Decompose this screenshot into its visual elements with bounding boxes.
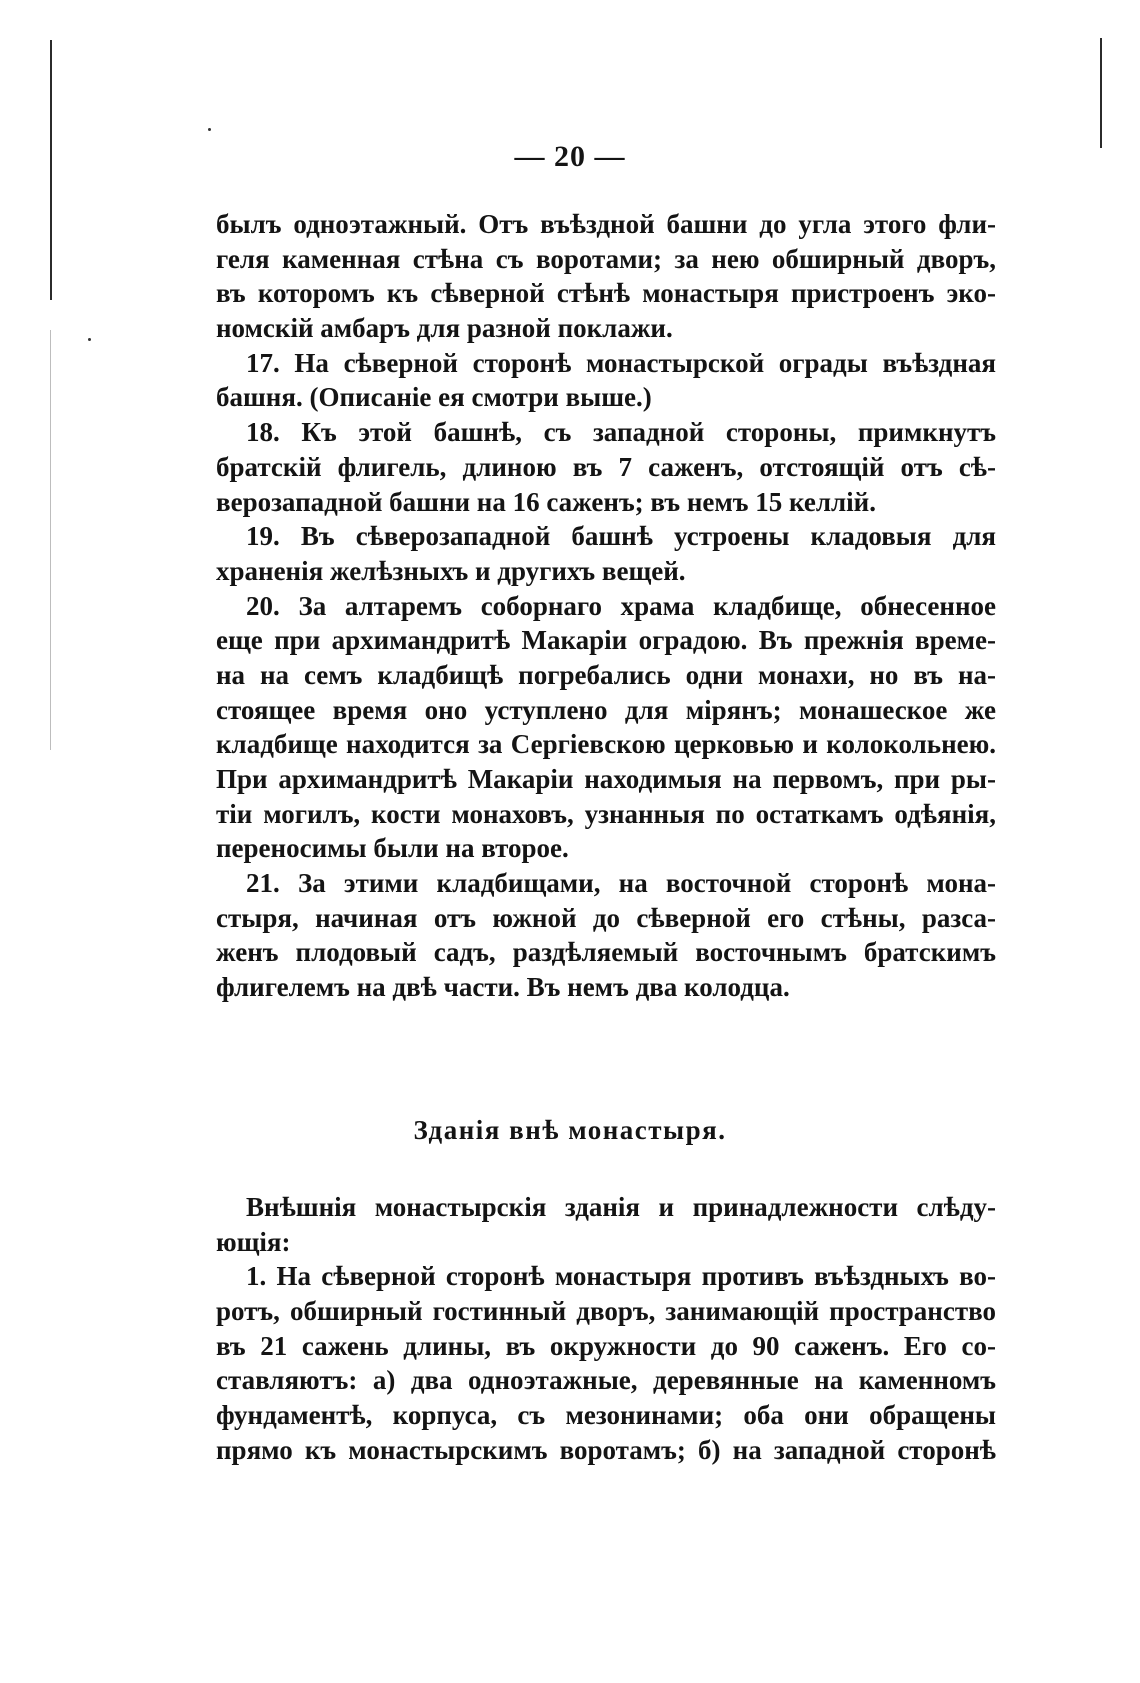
text-line: на на семъ кладбищѣ погребались одни монахи, но въ на- [216, 659, 996, 690]
text-line: ротъ, обширный гостинный дворъ, занимающій пространство [216, 1296, 996, 1327]
section-intro-line: Внѣшнія монастырскія зданія и принадлежности слѣду- [246, 1192, 996, 1222]
text-line: братскій флигель, длиною въ 7 саженъ, отстоящій отъ сѣ- [216, 451, 996, 482]
scan-speck [208, 128, 211, 131]
text-line: верозападной башни на 16 саженъ; въ немъ 15 келлій. [216, 486, 876, 517]
text-line: ющія: [216, 1226, 291, 1257]
section-heading: Зданія внѣ монастыря. [413, 1115, 727, 1145]
text-line: кладбище находится за Сергіевскою церковью и колокольнею. [216, 729, 996, 760]
text-line: башня. (Описаніе ея смотри выше.) [216, 382, 652, 413]
paragraph-1-line: 1. На сѣверной сторонѣ монастыря противъ въѣздныхъ во- [246, 1261, 996, 1292]
text-line: въ 21 сажень длины, въ окружности до 90 саженъ. Его со- [216, 1330, 996, 1361]
text-line: флигелемъ на двѣ части. Въ немъ два колодца. [216, 972, 790, 1003]
text-line: При архимандритѣ Макаріи находимыя на первомъ, при ры- [216, 764, 996, 794]
text-line: стыря, начиная отъ южной до сѣверной его стѣны, разса- [216, 902, 996, 933]
text-line: переносимы были на второе. [216, 833, 569, 864]
text-line: номскій амбаръ для разной поклажи. [216, 313, 673, 344]
paragraph-17-line: 17. На сѣверной сторонѣ монастырской ограды въѣздная [246, 347, 996, 378]
page-body [216, 207, 996, 1005]
scan-edge-right [1100, 38, 1102, 148]
scan-edge-left-faint [50, 330, 51, 750]
text-line: женъ плодовый садъ, раздѣляемый восточнымъ братскимъ [216, 937, 996, 968]
paragraph-19-line: 19. Въ сѣверозападной башнѣ устроены кладовыя для [246, 521, 996, 552]
text-line: фундаментѣ, корпуса, съ мезонинами; оба они обращены [216, 1400, 996, 1431]
page-number: — 20 — [514, 140, 626, 173]
scan-speck [88, 338, 91, 341]
text-line: былъ одноэтажный. Отъ въѣздной башни до угла этого фли- [216, 209, 996, 239]
text-line: прямо къ монастырскимъ воротамъ; б) на западной сторонѣ [216, 1434, 996, 1465]
text-line: ставляютъ: а) два одноэтажные, деревянные на каменномъ [216, 1365, 996, 1396]
text-line: стоящее время оно уступлено для мірянъ; монашеское же [216, 694, 996, 725]
text-line: геля каменная стѣна съ воротами; за нею обширный дворъ, [216, 243, 996, 274]
text-line: храненія желѣзныхъ и другихъ вещей. [216, 555, 686, 586]
text-line: еще при архимандритѣ Макаріи оградою. Въ прежнія време- [216, 625, 996, 656]
paragraph-18-line: 18. Къ этой башнѣ, съ западной стороны, примкнутъ [246, 417, 996, 448]
paragraph-21-line: 21. За этими кладбищами, на восточной сторонѣ мона- [246, 868, 996, 899]
paragraph-20-line: 20. За алтаремъ соборнаго храма кладбище, обнесенное [246, 590, 996, 621]
text-line: въ которомъ къ сѣверной стѣнѣ монастыря пристроенъ эко- [216, 278, 996, 309]
section-body [216, 1190, 996, 1468]
text-line: тіи могилъ, кости монаховъ, узнанныя по остаткамъ одѣянія, [216, 798, 996, 829]
